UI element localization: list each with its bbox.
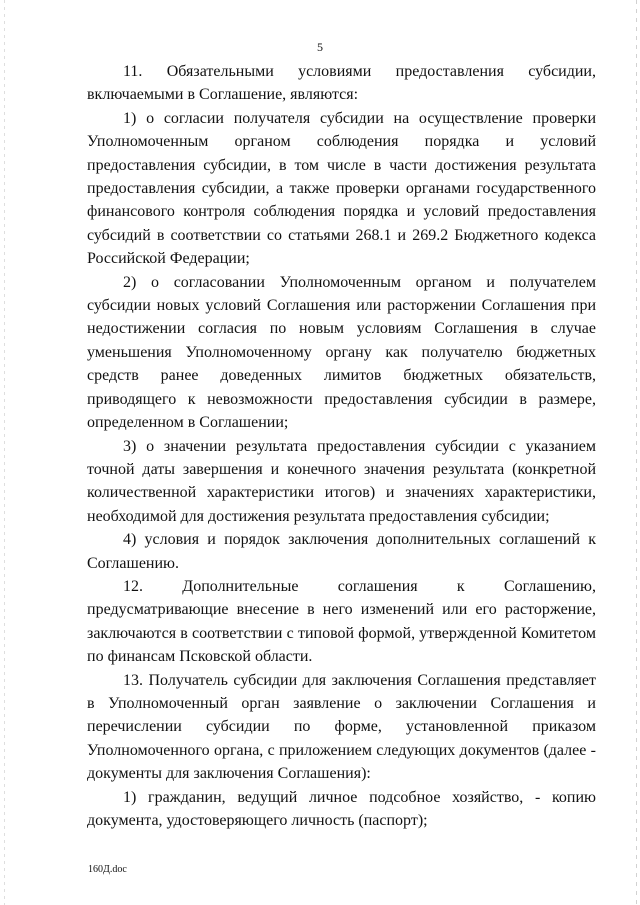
scan-edge-left bbox=[4, 0, 5, 905]
paragraph-13-item-1: 1) гражданин, ведущий личное подсобное хозяйство, - копию документа, удостоверяющего личность (паспорт); bbox=[87, 788, 596, 829]
page-number: 5 bbox=[317, 40, 323, 54]
paragraph-11: 11. Обязательными условиями предоставления субсидии, включаемыми в Соглашение, являются: bbox=[87, 63, 596, 104]
paragraph-11-item-1: 1) о согласии получателя субсидии на осуществление проверки Уполномоченным органом соблюдения порядка и условий предоставления субсидии, в том числе в части достижения результата предоставления субсидии, а также проверки органами государственного финансового контроля соблюдения порядка и условий предоставления субсидий в соответствии со статьями 268.1 и 269.2 Бюджетного кодекса Российской Федерации; bbox=[87, 109, 596, 268]
document-body bbox=[87, 60, 596, 832]
paragraph-12: 12. Дополнительные соглашения к Соглашению, предусматривающие внесение в него изменений или его расторжение, заключаются в соответствии с типовой формой, утвержденной Комитетом по финансам Псковской области. bbox=[87, 577, 596, 666]
paragraph-11-item-2: 2) о согласовании Уполномоченным органом и получателем субсидии новых условий Соглашения или расторжении Соглашения при недостижении согласия по новым условиям Соглашения в случае уменьшения Уполномоченному органу как получателю бюджетных средств ранее доведенных лимитов бюджетных обязательств, приводящего к невозможности предоставления субсидии в размере, определенном в Соглашении; bbox=[87, 273, 596, 432]
paragraph-11-item-3: 3) о значении результата предоставления субсидии с указанием точной даты завершения и конечного значения результата (конкретной количественной характеристики итогов) и значениях характеристики, необходимой для достижения результата предоставления субсидии; bbox=[87, 437, 596, 525]
footer-filename: 160Д.doc bbox=[88, 864, 127, 875]
paragraph-11-item-4: 4) условия и порядок заключения дополнительных соглашений к Соглашению. bbox=[87, 531, 596, 572]
paragraph-13: 13. Получатель субсидии для заключения Соглашения представляет в Уполномоченный орган заявление о заключении Соглашения и перечислении субсидии по форме, установленной приказом Уполномоченного органа, с приложением следующих документов (далее - документы для заключения Соглашения): bbox=[87, 671, 596, 783]
scan-edge-right bbox=[636, 0, 637, 905]
